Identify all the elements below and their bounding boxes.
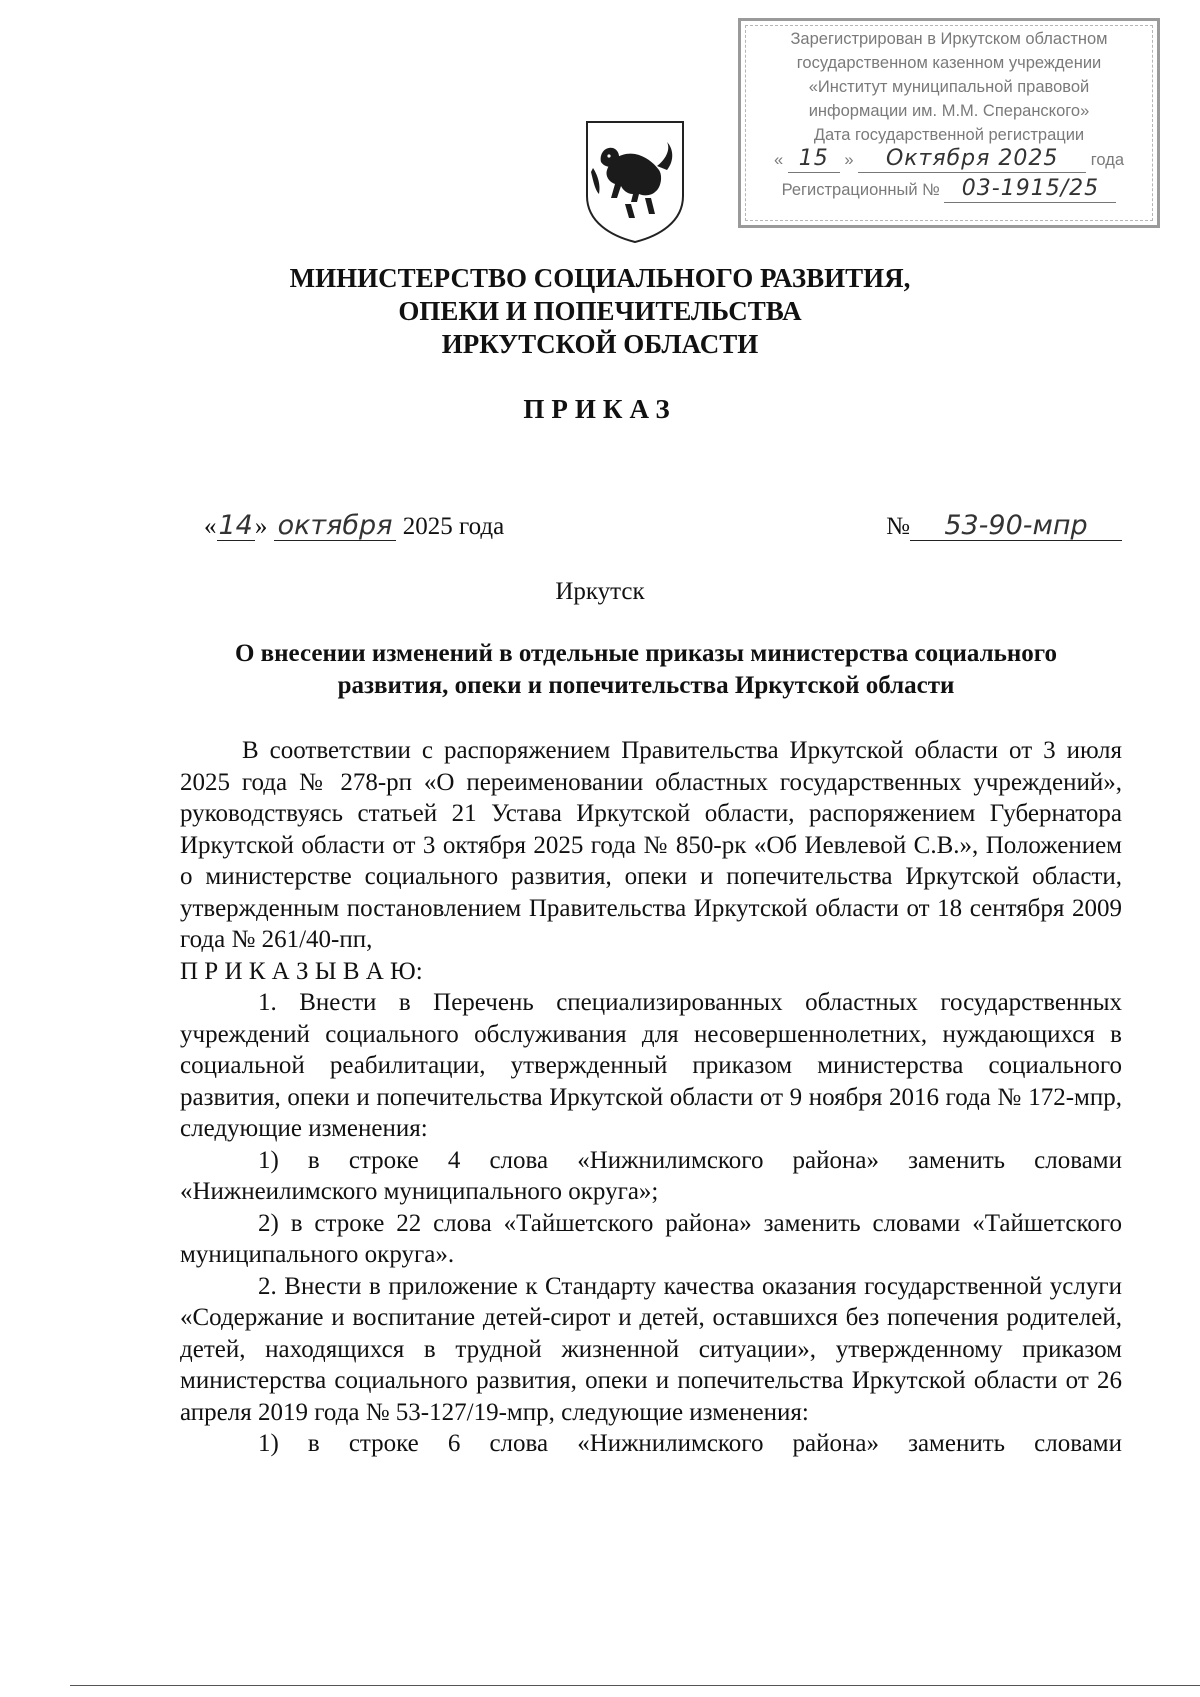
ministry-line-2: ОПЕКИ И ПОПЕЧИТЕЛЬСТВА bbox=[398, 296, 802, 326]
order-word: П Р И К А З Ы В А Ю: bbox=[180, 957, 423, 985]
ministry-line-1: МИНИСТЕРСТВО СОЦИАЛЬНОГО РАЗВИТИЯ, bbox=[289, 263, 911, 293]
stamp-quote-close: » bbox=[844, 151, 854, 169]
stamp-line-4: информации им. М.М. Сперанского» bbox=[808, 102, 1090, 120]
stamp-line-1: Зарегистрирован в Иркутском областном bbox=[790, 30, 1108, 48]
order-number bbox=[886, 512, 1122, 541]
stamp-day-field bbox=[788, 147, 840, 173]
document-subject bbox=[170, 638, 1122, 702]
stamp-date-row bbox=[747, 147, 1151, 177]
order-date bbox=[204, 512, 504, 541]
date-quote-close: » bbox=[254, 513, 268, 540]
stamp-reg-field bbox=[944, 177, 1116, 203]
item-1-paragraph: 1. Внести в Перечень специализированных областных государственных учреждений социального обслуживания для несовершеннолетних, нуждающихся в социальной реабилитации, утвержденный приказом министерства социального развития, опеки и попечительства Иркутской области от 9 ноября 2016 года № 172-мпр, следующие изменения: bbox=[180, 989, 1122, 1142]
stamp-month-year: Октября 2025 bbox=[885, 146, 1059, 171]
item-1-1-paragraph: 1) в строке 4 слова «Нижнилимского района» заменить словами «Нижнеилимского муниципального округа»; bbox=[180, 1146, 1122, 1205]
document-body bbox=[180, 735, 1122, 1460]
ministry-name bbox=[0, 262, 1200, 361]
subject-line-1: О внесении изменений в отдельные приказы министерства социального bbox=[234, 640, 1058, 667]
stamp-line-5: Дата государственной регистрации bbox=[813, 126, 1085, 144]
date-quote-open: « bbox=[204, 513, 217, 540]
subject-line-2: развития, опеки и попечительства Иркутской области bbox=[337, 672, 955, 699]
order-number-prefix: № bbox=[886, 513, 910, 540]
stamp-year-suffix: года bbox=[1090, 151, 1125, 169]
order-day: 14 bbox=[218, 510, 253, 541]
item-2-1-paragraph: 1) в строке 6 слова «Нижнилимского района» заменить словами bbox=[258, 1430, 1122, 1457]
order-number-value: 53-90-мпр bbox=[910, 512, 1122, 541]
city: Иркутск bbox=[555, 578, 645, 605]
stamp-reg-number: 03-1915/25 bbox=[961, 176, 1100, 201]
stamp-line-2: государственном казенном учреждении bbox=[796, 54, 1102, 72]
stamp-day: 15 bbox=[798, 146, 829, 171]
order-month: октября bbox=[274, 512, 397, 541]
stamp-month-field bbox=[858, 147, 1086, 173]
document-type: ПРИКАЗ bbox=[523, 394, 677, 424]
order-year: 2025 года bbox=[402, 513, 505, 540]
item-1-2-paragraph: 2) в строке 22 слова «Тайшетского района» заменить словами «Тайшетского муниципального округа». bbox=[180, 1209, 1122, 1268]
stamp-line-3: «Институт муниципальной правовой bbox=[808, 78, 1090, 96]
coat-of-arms-icon bbox=[583, 118, 687, 244]
stamp-reg-label: Регистрационный № bbox=[781, 181, 940, 199]
registration-stamp bbox=[738, 18, 1160, 228]
stamp-quote-open: « bbox=[773, 151, 784, 169]
preamble-paragraph: В соответствии с распоряжением Правительства Иркутской области от 3 июля 2025 года № 278-рп «О переименовании областных государственных учреждений», руководствуясь статьей 21 Устава Иркутской области, распоряжением Губернатора Иркутской области от 3 октября 2025 года № 850-рк «Об Иевлевой С.В.», Положением о министерстве социального развития, опеки и попечительства Иркутской области, утвержденным постановлением Правительства Иркутской области от 18 сентября 2009 года № 261/40-пп, bbox=[180, 737, 1122, 953]
stamp-reg-row bbox=[747, 177, 1151, 207]
item-2-paragraph: 2. Внести в приложение к Стандарту качества оказания государственной услуги «Содержание и воспитание детей-сирот и детей, оставшихся без попечения родителей, детей, находящихся в трудной жизненной ситуации», утвержденному приказом министерства социального развития, опеки и попечительства Иркутской области от 26 апреля 2019 года № 53-127/19-мпр, следующие изменения: bbox=[180, 1272, 1122, 1426]
ministry-line-3: ИРКУТСКОЙ ОБЛАСТИ bbox=[441, 329, 759, 359]
footer-divider bbox=[70, 1685, 1200, 1686]
